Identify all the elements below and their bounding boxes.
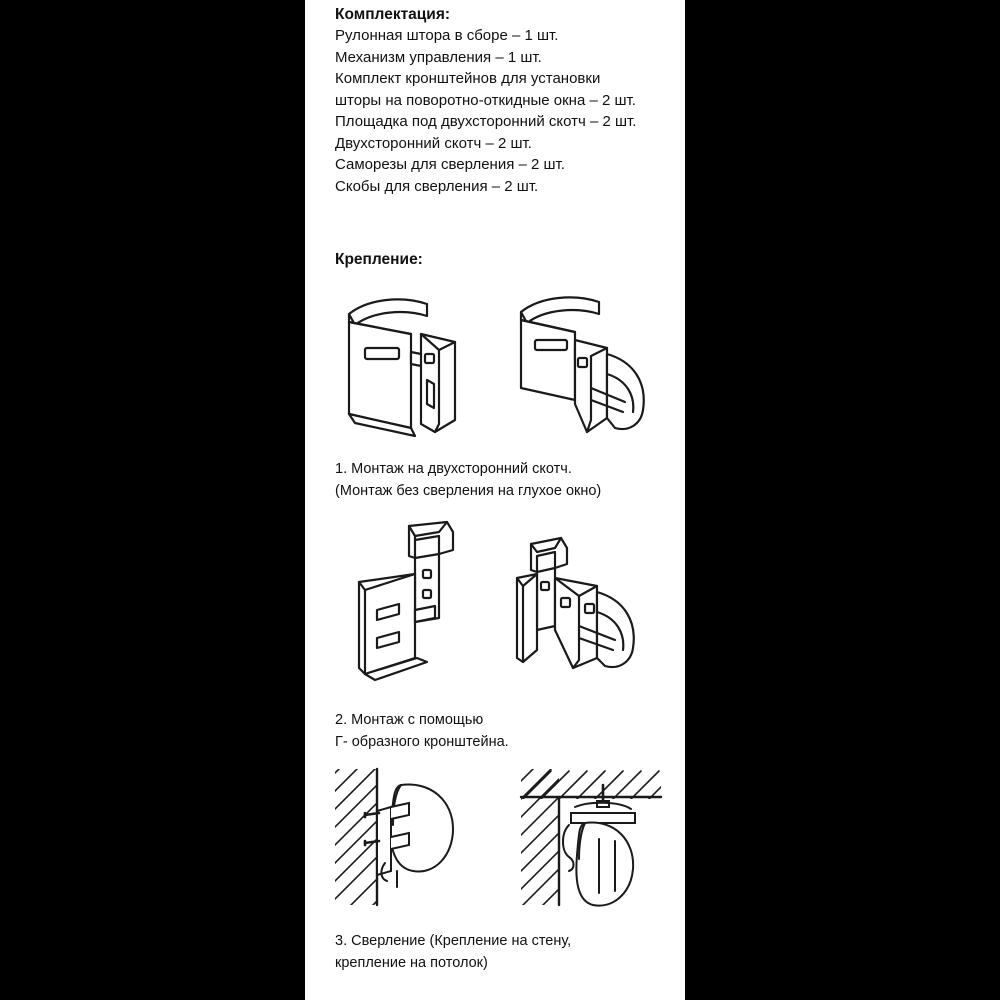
figure-l-bracket-caption-line-1: 2. Монтаж с помощью bbox=[335, 712, 484, 728]
figure-tape-mount-caption-line-2: (Монтаж без сверления на глухое окно) bbox=[335, 483, 602, 499]
right-black-band bbox=[685, 0, 1000, 1000]
document-content bbox=[335, 0, 685, 974]
document-page bbox=[305, 0, 685, 1000]
kit-line-2: Механизм управления – 1 шт. bbox=[335, 48, 542, 66]
figure-drilling-caption-line-1: 3. Сверление (Крепление на стену, bbox=[335, 933, 572, 949]
kit-line-1: Рулонная штора в сборе – 1 шт. bbox=[335, 27, 559, 44]
kit-line-4: шторы на поворотно-откидные окна – 2 шт. bbox=[335, 91, 636, 109]
kit-line-8: Скобы для сверления – 2 шт. bbox=[335, 177, 539, 195]
figure-tape-mount bbox=[335, 292, 685, 502]
l-bracket-illustration bbox=[335, 518, 685, 703]
section-heading-kit: Комплектация: bbox=[335, 6, 451, 23]
figure-drilling-caption-line-2: крепление на потолок) bbox=[335, 955, 488, 971]
kit-line-5: Площадка под двухсторонний скотч – 2 шт. bbox=[335, 113, 637, 130]
section-heading-mounting: Крепление: bbox=[335, 251, 423, 268]
figure-tape-mount-caption-line-1: 1. Монтаж на двухсторонний скотч. bbox=[335, 461, 572, 477]
tape-mount-illustration bbox=[335, 292, 685, 452]
figure-l-bracket bbox=[335, 518, 685, 753]
kit-line-6: Двухсторонний скотч – 2 шт. bbox=[335, 134, 532, 152]
left-black-band bbox=[0, 0, 305, 1000]
figure-drilling bbox=[335, 767, 685, 974]
drilling-illustration bbox=[335, 767, 685, 922]
figure-l-bracket-caption-line-2: Г- образного кронштейна. bbox=[335, 734, 509, 750]
kit-line-3: Комплект кронштейнов для установки bbox=[335, 70, 601, 87]
kit-line-7: Саморезы для сверления – 2 шт. bbox=[335, 156, 565, 173]
